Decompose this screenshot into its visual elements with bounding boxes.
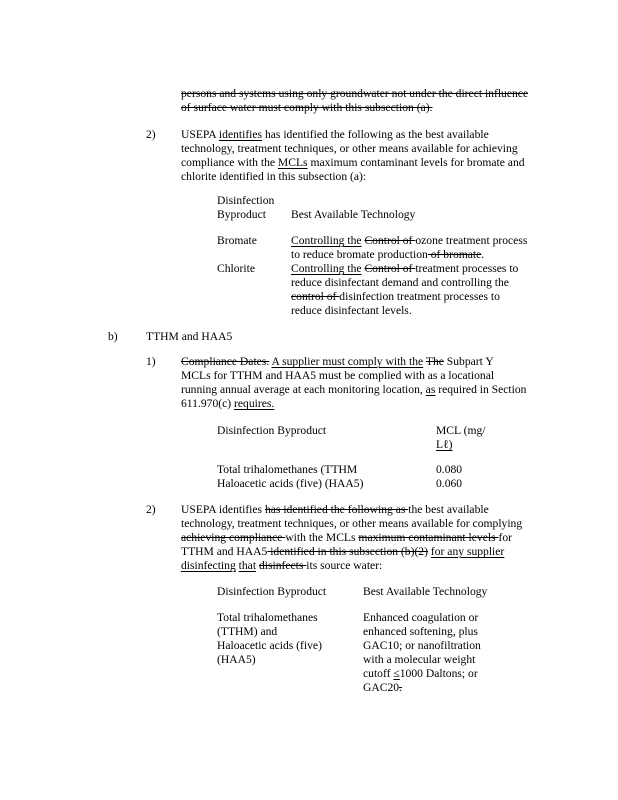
text-run: chlorite identified in this subsection (a): (181, 170, 367, 183)
text-run: disinfection treatment processes to (339, 290, 500, 303)
text-line (181, 170, 525, 184)
inserted-text: for any supplier (430, 545, 505, 558)
text-run: ozone treatment process (415, 234, 528, 247)
text-line (363, 639, 481, 653)
text-run: GAC10; or nanofiltration (363, 639, 481, 652)
header-line: Byproduct (217, 208, 266, 221)
text-run: MCLs for TTHM and HAA5 must be complied with as a locational (181, 369, 495, 382)
table3-header-byproduct: Disinfection Byproduct (217, 585, 327, 598)
text-line (291, 304, 518, 318)
text-line (291, 276, 518, 290)
text-run: running annual average at each monitoring location, (181, 383, 426, 396)
table3-row-name (217, 611, 322, 667)
header-line (436, 438, 486, 452)
deleted-text: control of (291, 290, 340, 303)
text-run: 1000 Daltons; or (399, 667, 478, 680)
inserted-text: A supplier must comply with the (271, 355, 424, 368)
table1-row-technology (291, 262, 518, 318)
inserted-text: Controlling the (291, 262, 362, 275)
text-run: required in Section (435, 383, 527, 396)
text-run: Enhanced coagulation or (363, 611, 479, 624)
text-run: cutoff (363, 667, 394, 680)
text-run: USEPA (181, 128, 219, 141)
text-line: (TTHM) and (217, 625, 278, 638)
table1-header-bat: Best Available Technology (291, 208, 416, 221)
deleted-text: The (425, 355, 444, 368)
table1-header-byproduct (217, 194, 274, 222)
inserted-text: requires. (234, 397, 275, 410)
table3-row-technology (363, 611, 481, 695)
deleted-text: achieving compliance (181, 531, 286, 544)
text-run: USEPA identifies (181, 503, 265, 516)
text-line: Haloacetic acids (five) (217, 639, 322, 652)
text-line (181, 101, 528, 115)
text-line: Total trihalomethanes (217, 611, 318, 624)
header-line: Disinfection (217, 194, 275, 207)
text-run: GAC20 (363, 681, 400, 694)
text-run: for (498, 531, 513, 544)
table2-row-value: 0.060 (436, 477, 463, 490)
deleted-text: . (399, 681, 402, 694)
text-run: reduce disinfectant demand and controlling the (291, 276, 509, 289)
text-run: technology, treatment techniques, or other means available for complying (181, 517, 523, 530)
table1-row-technology (291, 234, 527, 262)
text-line (363, 625, 481, 639)
text-line (181, 128, 525, 142)
deleted-text: Control of (364, 262, 416, 275)
deleted-text: Control of (364, 234, 416, 247)
deleted-text: of surface water must comply with this subsection (a). (181, 101, 433, 114)
text-line (291, 234, 527, 248)
inserted-text: MCLs (277, 156, 308, 169)
table2-row-name: Total trihalomethanes (TTHM (217, 463, 358, 476)
table3-header-bat: Best Available Technology (363, 585, 488, 598)
inserted-text: as (425, 383, 436, 396)
header-line: MCL (mg/ (436, 424, 486, 437)
text-run: reduce disinfectant levels. (291, 304, 412, 317)
text-line (181, 156, 525, 170)
inserted-text: identifies (218, 128, 263, 141)
top-paragraph (181, 87, 528, 115)
table2-row-name: Haloacetic acids (five) (HAA5) (217, 477, 364, 490)
deleted-text: persons and systems using only groundwater not under the direct influence (181, 87, 529, 100)
section-title: TTHM and HAA5 (146, 330, 233, 343)
text-line (291, 248, 527, 262)
text-run: to reduce bromate production (291, 248, 428, 261)
table2-header-mcl (436, 424, 486, 452)
text-line (363, 653, 481, 667)
deleted-text: Compliance Dates. (181, 355, 270, 368)
table2-header-byproduct: Disinfection Byproduct (217, 424, 327, 437)
text-run: with a molecular weight (363, 653, 476, 666)
deleted-text: disinfects (258, 559, 307, 572)
text-line (181, 503, 522, 517)
text-line (363, 667, 481, 681)
inserted-text: Controlling the (291, 234, 362, 247)
item-a2-paragraph (181, 128, 525, 184)
text-line (291, 262, 518, 276)
text-run: treatment processes to (415, 262, 519, 275)
inserted-text: that (238, 559, 257, 572)
deleted-text: identified in this subsection (b)(2) (267, 545, 428, 558)
text-line (181, 383, 526, 397)
header-unit: Lℓ) (436, 438, 453, 451)
table1-row-name: Bromate (217, 234, 257, 247)
text-run: enhanced softening, plus (363, 625, 478, 638)
text-line (363, 611, 481, 625)
text-run: Subpart Y (443, 355, 494, 368)
text-line (181, 87, 528, 101)
item-b1-paragraph (181, 355, 526, 411)
inserted-text: ≤ (393, 667, 400, 680)
text-line (363, 681, 481, 695)
text-line (181, 397, 526, 411)
section-label: b) (108, 330, 118, 343)
text-line (181, 531, 522, 545)
text-run: its source water: (306, 559, 383, 572)
deleted-text: has identified the following as (264, 503, 409, 516)
item-number: 2) (146, 128, 156, 141)
text-line (181, 369, 526, 383)
text-line (181, 517, 522, 531)
text-run: has identified the following as the best available (262, 128, 489, 141)
item-b2-paragraph (181, 503, 522, 573)
inserted-text: disinfecting (181, 559, 236, 572)
item-number: 1) (146, 355, 156, 368)
text-run: TTHM and HAA5 (181, 545, 268, 558)
table2-row-value: 0.080 (436, 463, 463, 476)
text-line (181, 355, 526, 369)
text-run: technology, treatment techniques, or other means available for achieving (181, 142, 518, 155)
deleted-text: maximum contaminant levels (358, 531, 499, 544)
text-run: compliance with the (181, 156, 278, 169)
text-line (291, 290, 518, 304)
deleted-text: of bromate (427, 248, 482, 261)
text-run: . (481, 248, 485, 261)
text-line: (HAA5) (217, 653, 256, 666)
text-run: the best available (408, 503, 489, 516)
text-run: 611.970(c) (181, 397, 235, 410)
text-run: maximum contaminant levels for bromate and (307, 156, 525, 169)
text-run: with the MCLs (285, 531, 359, 544)
text-line (181, 142, 525, 156)
table1-row-name: Chlorite (217, 262, 255, 275)
item-number: 2) (146, 503, 156, 516)
text-line (181, 559, 522, 573)
text-line (181, 545, 522, 559)
